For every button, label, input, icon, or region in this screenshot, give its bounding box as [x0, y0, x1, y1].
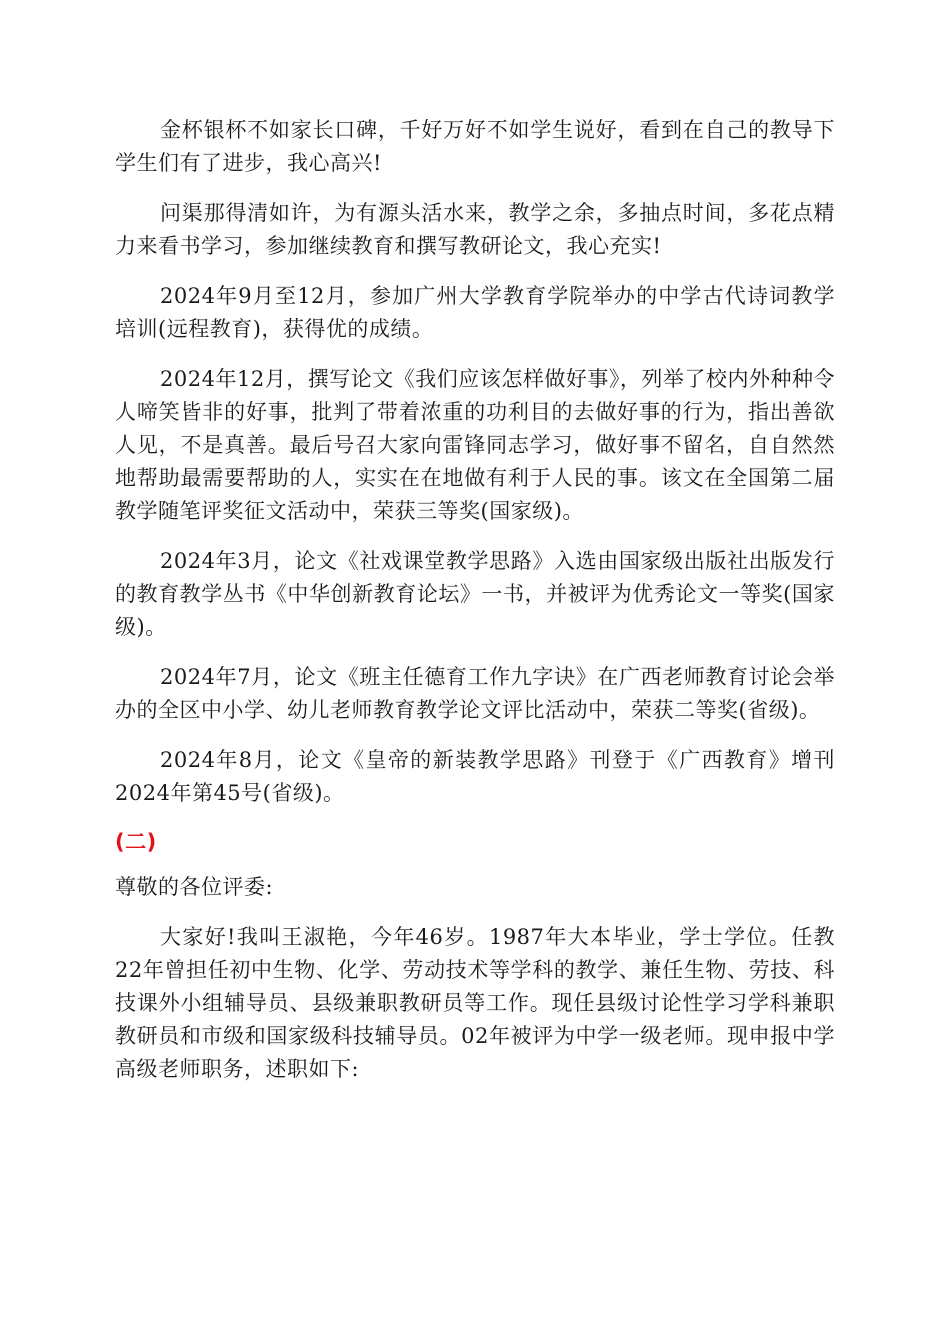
section-heading: (二) [115, 830, 157, 854]
paragraph-2: 问渠那得清如许，为有源头活水来，教学之余，多抽点时间，多花点精力来看书学习，参加继续教育和撰写教研论文，我心充实! [115, 201, 835, 258]
document-body [115, 114, 835, 1103]
paragraph-3: 2024年9月至12月，参加广州大学教育学院举办的中学古代诗词教学培训(远程教育)，获得优的成绩。 [115, 284, 835, 341]
salutation: 尊敬的各位评委: [115, 875, 274, 899]
paragraph-intro: 大家好!我叫王淑艳，今年46岁。1987年大本毕业，学士学位。任教22年曾担任初中生物、化学、劳动技术等学科的教学、兼任生物、劳技、科技课外小组辅导员、县级兼职教研员等工作。现任县级讨论性学习学科兼职教研员和市级和国家级科技辅导员。02年被评为中学一级老师。现申报中学高级老师职务，述职如下: [115, 925, 835, 1081]
paragraph-6: 2024年7月，论文《班主任德育工作九字诀》在广西老师教育讨论会举办的全区中小学、幼儿老师教育教学论文评比活动中，荣获二等奖(省级)。 [115, 665, 835, 722]
paragraph-4: 2024年12月，撰写论文《我们应该怎样做好事》，列举了校内外种种令人啼笑皆非的好事，批判了带着浓重的功利目的去做好事的行为，指出善欲人见，不是真善。最后号召大家向雷锋同志学习，做好事不留名，自自然然地帮助最需要帮助的人，实实在在地做有利于人民的事。该文在全国第二届教学随笔评奖征文活动中，荣获三等奖(国家级)。 [115, 367, 835, 523]
paragraph-7: 2024年8月，论文《皇帝的新装教学思路》刊登于《广西教育》增刊2024年第45号(省级)。 [115, 748, 835, 805]
paragraph-5: 2024年3月，论文《社戏课堂教学思路》入选由国家级出版社出版发行的教育教学丛书《中华创新教育论坛》一书，并被评为优秀论文一等奖(国家级)。 [115, 549, 835, 639]
paragraph-1: 金杯银杯不如家长口碑，千好万好不如学生说好，看到在自己的教导下学生们有了进步，我心高兴! [115, 118, 835, 175]
